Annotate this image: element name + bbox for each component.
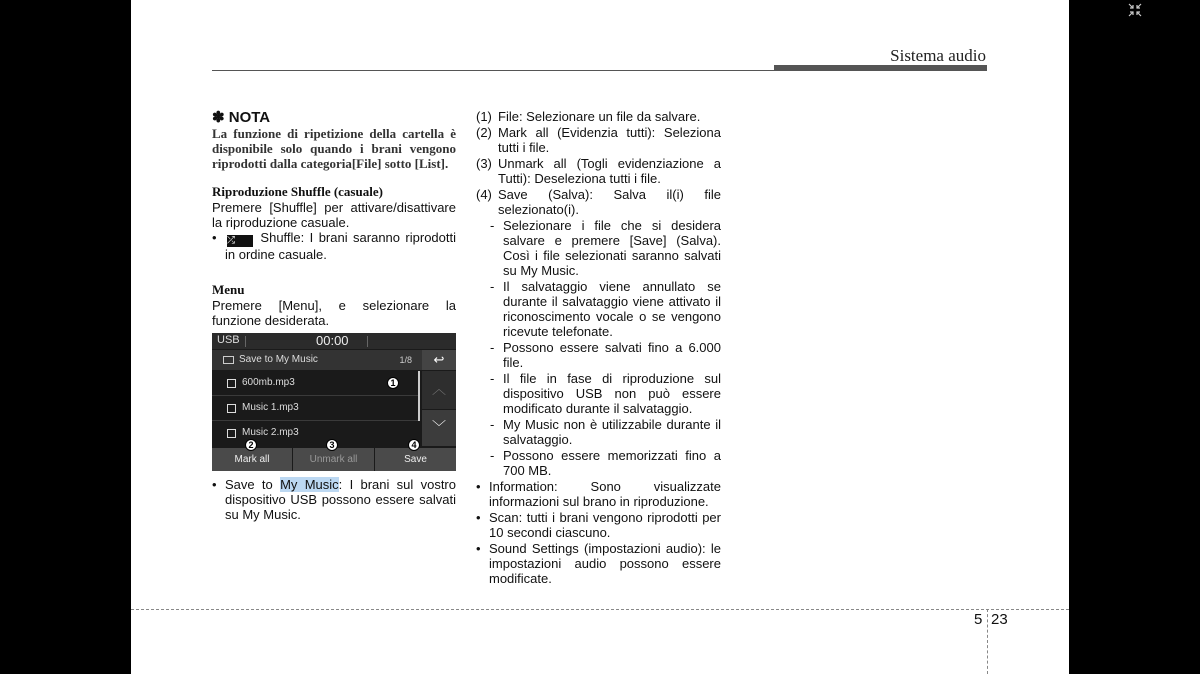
nota-body: La funzione di ripetizione della cartella è disponibile solo quando i brani vengono riprodotti dalla categoria[File] sotto [List].: [212, 126, 456, 171]
manual-page: [131, 0, 1069, 674]
save-detail: - Possono essere salvati fino a 6.000 file.: [476, 340, 721, 370]
menu-heading: Menu: [212, 282, 245, 297]
file-row[interactable]: [212, 421, 418, 446]
left-column: [212, 108, 456, 522]
list-scrollbar[interactable]: [418, 371, 420, 421]
exit-fullscreen-icon[interactable]: [1127, 3, 1143, 17]
section-title: Sistema audio: [890, 46, 986, 65]
menu-intro: Premere [Menu], e selezionare la funzione desiderata.: [212, 298, 456, 328]
option-text: Save (Salva): Salva il(i) file selezionato(i).: [498, 187, 721, 217]
save-detail: - Selezionare i file che si desidera salvare e premere [Save] (Salva). Così i file selezionati saranno salvati su My Music.: [476, 218, 721, 278]
extra-item: • Sound Settings (impostazioni audio): le impostazioni audio possono essere modificate.: [476, 541, 721, 586]
folder-icon: [223, 356, 234, 364]
callout-2: 2: [245, 439, 257, 451]
screen-source: USB: [217, 334, 240, 346]
option-text: Mark all (Evidenzia tutti): Seleziona tutti i file.: [498, 125, 721, 155]
callout-1: 1: [387, 377, 399, 389]
extra-item: • Scan: tutti i brani vengono riprodotti per 10 secondi ciascuno.: [476, 510, 721, 540]
checkbox[interactable]: [227, 429, 236, 438]
option-number: (3): [476, 156, 492, 171]
checkbox[interactable]: [227, 404, 236, 413]
save-to-music-note: [212, 477, 456, 522]
option-number: (1): [476, 109, 492, 124]
option-item: [476, 125, 721, 155]
scroll-up-icon[interactable]: ︿: [422, 371, 456, 409]
shuffle-bullet-text: Shuffle: I brani saranno riprodotti in ordine casuale.: [225, 230, 456, 262]
mark-all-button[interactable]: Mark all: [212, 448, 292, 471]
chapter-number: 5: [974, 611, 983, 628]
shuffle-intro: Premere [Shuffle] per attivare/disattivare la riproduzione casuale.: [212, 200, 456, 230]
extra-item: • Information: Sono visualizzate informazioni sul brano in riproduzione.: [476, 479, 721, 509]
save-button[interactable]: Save: [375, 448, 456, 471]
save-detail: - Il salvataggio viene annullato se durante il salvataggio viene attivato il riconoscimento vocale o se vengono ricevute telefonate.: [476, 279, 721, 339]
option-number: (4): [476, 187, 492, 202]
screen-time: 00:00: [316, 333, 349, 348]
file-name: Music 2.mp3: [242, 427, 299, 438]
option-item: [476, 109, 721, 124]
save-note-prefix: Save to: [225, 477, 281, 492]
callout-3: 3: [326, 439, 338, 451]
head-unit-screen: [212, 333, 456, 471]
header-rule-accent: [774, 65, 987, 71]
option-item: [476, 156, 721, 186]
unmark-all-button[interactable]: Unmark all: [293, 448, 374, 471]
back-icon[interactable]: ↩: [422, 350, 456, 370]
middle-column: [476, 109, 721, 587]
screen-list-header: [212, 350, 422, 370]
file-name: Music 1.mp3: [242, 402, 299, 413]
option-text: File: Selezionare un file da salvare.: [498, 109, 701, 124]
scroll-down-icon[interactable]: ﹀: [422, 410, 456, 446]
save-detail: - My Music non è utilizzabile durante il salvataggio.: [476, 417, 721, 447]
save-detail: - Il file in fase di riproduzione sul dispositivo USB non può essere modificato durante il salvataggio.: [476, 371, 721, 416]
footer-divider: [987, 609, 988, 674]
option-item: [476, 187, 721, 217]
footer-rule: [131, 609, 1069, 610]
file-row[interactable]: [212, 396, 418, 421]
status-divider: [245, 336, 246, 347]
screen-status-bar: [212, 333, 456, 349]
shuffle-icon: ⤮: [227, 235, 253, 247]
shuffle-heading: Riproduzione Shuffle (casuale): [212, 184, 383, 199]
option-number: (2): [476, 125, 492, 140]
status-divider: [367, 336, 368, 347]
screen-list-title: Save to My Music: [239, 354, 318, 365]
page-number: 23: [991, 611, 1008, 628]
shuffle-bullet: [212, 230, 456, 262]
nota-heading: ✽ NOTA: [212, 109, 271, 126]
option-text: Unmark all (Togli evidenziazione a Tutti): Deseleziona tutti i file.: [498, 156, 721, 186]
save-detail: - Possono essere memorizzati fino a 700 MB.: [476, 448, 721, 478]
checkbox[interactable]: [227, 379, 236, 388]
save-note-suffix: : I brani sul vostro dispositivo USB possono essere salvati su My Music.: [225, 477, 456, 522]
save-note-highlight: My Music: [280, 477, 339, 492]
file-name: 600mb.mp3: [242, 377, 295, 388]
callout-4: 4: [408, 439, 420, 451]
screen-item-count: 1/8: [399, 355, 412, 365]
screen-button-bar: [212, 448, 456, 471]
